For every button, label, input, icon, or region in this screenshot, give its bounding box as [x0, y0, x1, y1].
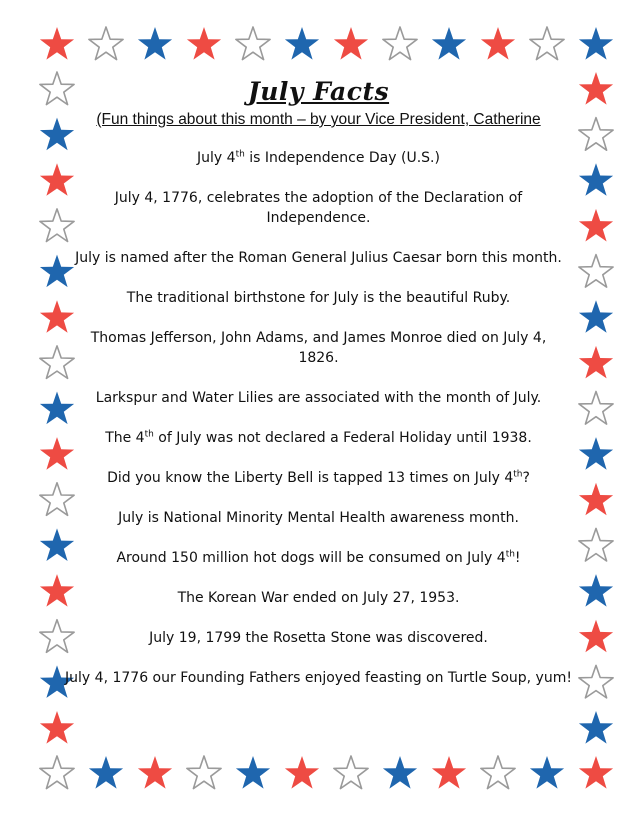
star-icon [579, 27, 613, 60]
star-icon [579, 483, 613, 516]
star-icon [432, 756, 466, 789]
fact-item: July is National Minority Mental Health awareness month. [118, 510, 519, 526]
star-icon [334, 27, 368, 60]
star-icon [432, 27, 466, 60]
fact-item: Larkspur and Water Lilies are associated with the month of July. [95, 390, 542, 406]
star-icon [187, 756, 221, 789]
fact-item: The 4th of July was not declared a Federal Holiday until 1938. [105, 429, 532, 446]
star-icon [579, 346, 613, 379]
star-icon [481, 27, 515, 60]
page-subtitle: (Fun things about this month – by your Vice President, Catherine [96, 111, 541, 128]
star-icon [40, 346, 74, 379]
fact-item: Did you know the Liberty Bell is tapped 13 times on July 4th? [107, 469, 530, 486]
star-icon [579, 756, 613, 789]
star-icon [579, 574, 613, 607]
star-icon [579, 620, 613, 653]
fact-item: July 4, 1776, celebrates the adoption of the Declaration of Independence. [114, 190, 523, 226]
star-icon [236, 27, 270, 60]
star-icon [579, 209, 613, 242]
page-title: July Facts [247, 77, 390, 106]
star-icon [89, 27, 123, 60]
star-icon [579, 300, 613, 333]
star-icon [530, 27, 564, 60]
star-icon [40, 483, 74, 516]
fact-item: Thomas Jefferson, John Adams, and James Monroe died on July 4, 1826. [90, 330, 547, 366]
star-icon [40, 72, 74, 105]
star-icon [40, 574, 74, 607]
star-icon [579, 72, 613, 105]
star-icon [40, 300, 74, 333]
star-icon [40, 437, 74, 470]
fact-item: July is named after the Roman General Julius Caesar born this month. [75, 250, 562, 266]
star-icon [334, 756, 368, 789]
star-icon [40, 528, 74, 561]
star-icon [236, 756, 270, 789]
star-icon [138, 756, 172, 789]
star-icon [89, 756, 123, 789]
fact-item: July 4, 1776 our Founding Fathers enjoyed feasting on Turtle Soup, yum! [65, 670, 572, 686]
flyer-content [65, 76, 572, 708]
fact-item: Around 150 million hot dogs will be consumed on July 4th! [116, 549, 521, 566]
star-icon [40, 209, 74, 242]
star-icon [40, 620, 74, 653]
star-icon [40, 711, 74, 744]
star-icon [481, 756, 515, 789]
star-icon [579, 118, 613, 151]
star-icon [285, 27, 319, 60]
fact-item: The traditional birthstone for July is the beautiful Ruby. [126, 290, 511, 306]
star-icon [285, 756, 319, 789]
star-icon [579, 528, 613, 561]
star-icon [579, 437, 613, 470]
star-icon [40, 163, 74, 196]
star-icon [579, 711, 613, 744]
star-icon [40, 27, 74, 60]
star-icon [383, 27, 417, 60]
star-icon [138, 27, 172, 60]
fact-list [65, 148, 572, 688]
star-icon [530, 756, 564, 789]
fact-item: July 19, 1799 the Rosetta Stone was discovered. [149, 630, 488, 646]
star-icon [187, 27, 221, 60]
fact-item: The Korean War ended on July 27, 1953. [177, 590, 460, 606]
star-icon [40, 756, 74, 789]
star-icon [383, 756, 417, 789]
star-icon [579, 163, 613, 196]
fact-item: July 4th is Independence Day (U.S.) [197, 149, 440, 166]
star-icon [40, 118, 74, 151]
